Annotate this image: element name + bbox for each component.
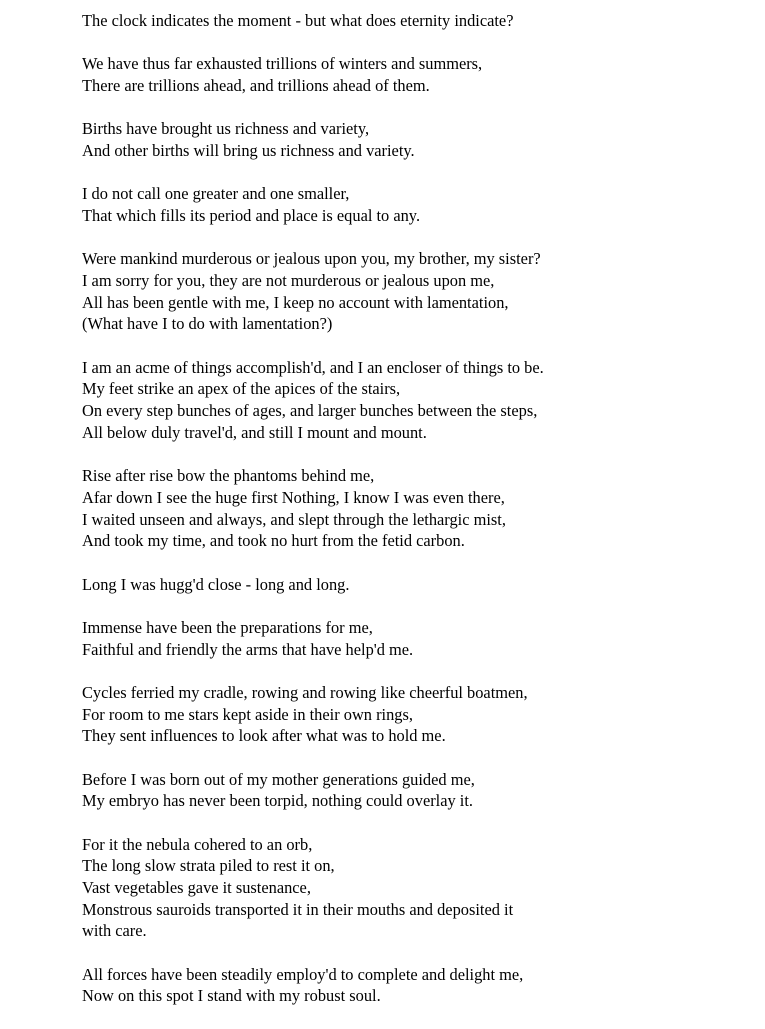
poem-line: Cycles ferried my cradle, rowing and rowing like cheerful boatmen, bbox=[82, 682, 528, 702]
poem-line: The clock indicates the moment - but what does eternity indicate? bbox=[82, 11, 514, 30]
stanza bbox=[82, 248, 752, 335]
poem-line: They sent influences to look after what was to hold me. bbox=[82, 726, 446, 746]
poem-line: (What have I to do with lamentation?) bbox=[82, 314, 333, 334]
poem-line: And other births will bring us richness and variety. bbox=[82, 141, 415, 160]
poem-line: The long slow strata piled to rest it on, bbox=[82, 856, 335, 876]
poem-line: And took my time, and took no hurt from the fetid carbon. bbox=[82, 531, 465, 551]
stanza bbox=[82, 964, 752, 1007]
poem-line: Immense have been the preparations for me, bbox=[82, 617, 373, 637]
poem-line: Births have brought us richness and variety, bbox=[82, 119, 370, 139]
stanza bbox=[82, 617, 752, 660]
poem-line: All has been gentle with me, I keep no account with lamentation, bbox=[82, 292, 509, 312]
poem-line: All below duly travel'd, and still I mount and mount. bbox=[82, 422, 427, 442]
poem-line: There are trillions ahead, and trillions ahead of them. bbox=[82, 76, 430, 95]
poem-line: On every step bunches of ages, and larger bunches between the steps, bbox=[82, 401, 538, 421]
poem-line: I do not call one greater and one smaller, bbox=[82, 184, 350, 204]
poem-line: Monstrous sauroids transported it in their mouths and deposited it bbox=[82, 899, 514, 919]
poem-line: Rise after rise bow the phantoms behind me, bbox=[82, 466, 375, 486]
stanza bbox=[82, 118, 752, 161]
stanza bbox=[82, 183, 752, 226]
poem-line: My feet strike an apex of the apices of the stairs, bbox=[82, 379, 401, 399]
stanza bbox=[82, 53, 752, 96]
stanza bbox=[82, 682, 752, 747]
poem-line: Were mankind murderous or jealous upon you, my brother, my sister? bbox=[82, 249, 541, 269]
stanza bbox=[82, 834, 752, 943]
poem-line: All forces have been steadily employ'd to complete and delight me, bbox=[82, 964, 524, 984]
stanza bbox=[82, 357, 752, 444]
poem-line: Vast vegetables gave it sustenance, bbox=[82, 877, 311, 897]
stanza bbox=[82, 769, 752, 812]
poem-line: I am an acme of things accomplish'd, and I an encloser of things to be. bbox=[82, 357, 544, 377]
stanza bbox=[82, 574, 752, 596]
poem-line: Now on this spot I stand with my robust soul. bbox=[82, 986, 381, 1006]
stanza bbox=[82, 10, 752, 32]
poem-line: That which fills its period and place is equal to any. bbox=[82, 206, 421, 225]
stanza bbox=[82, 465, 752, 552]
poem-line: Long I was hugg'd close - long and long. bbox=[82, 574, 350, 594]
poem-line: For room to me stars kept aside in their own rings, bbox=[82, 704, 413, 724]
poem-text bbox=[82, 10, 752, 1029]
poem-line: For it the nebula cohered to an orb, bbox=[82, 834, 313, 854]
poem-line: I am sorry for you, they are not murderous or jealous upon me, bbox=[82, 271, 495, 290]
poem-line: with care. bbox=[82, 921, 147, 941]
poem-line: My embryo has never been torpid, nothing could overlay it. bbox=[82, 791, 474, 811]
poem-line: We have thus far exhausted trillions of winters and summers, bbox=[82, 54, 483, 74]
poem-line: Before I was born out of my mother generations guided me, bbox=[82, 769, 475, 789]
poem-line: Faithful and friendly the arms that have help'd me. bbox=[82, 639, 414, 659]
poem-line: Afar down I see the huge first Nothing, I know I was even there, bbox=[82, 487, 505, 507]
poem-line: I waited unseen and always, and slept through the lethargic mist, bbox=[82, 509, 506, 529]
